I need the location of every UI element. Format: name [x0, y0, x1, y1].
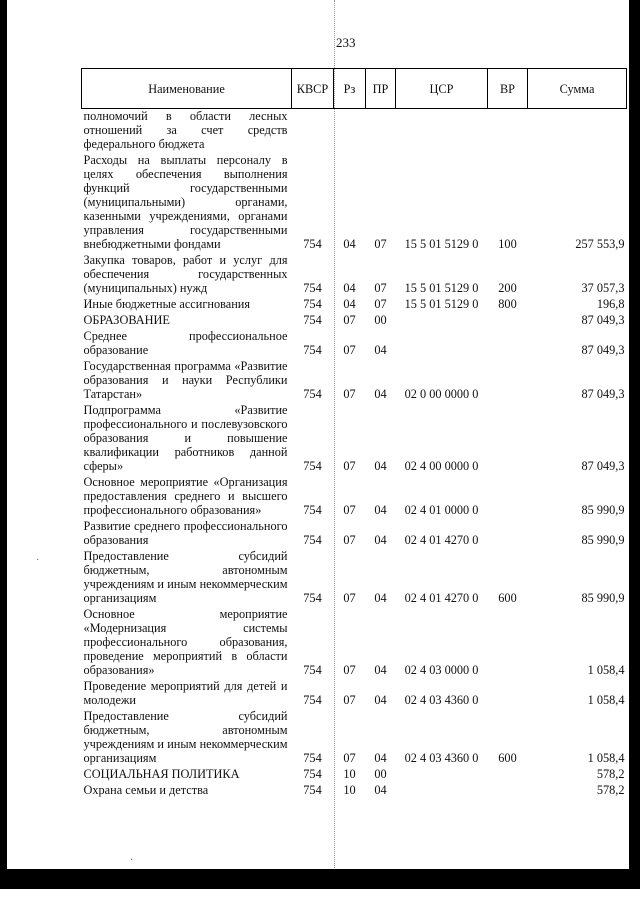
- cell-rz: 04: [343, 237, 356, 251]
- cell-csr: 02 4 03 4360 0: [404, 751, 479, 765]
- cell-pr: 00: [374, 767, 387, 781]
- cell-name: СОЦИАЛЬНАЯ ПОЛИТИКА: [83, 767, 240, 781]
- cell-csr: 15 5 01 5129 0: [404, 237, 479, 251]
- cell-name: Предоставление субсидий бюджетным, автономным учреждениям и иным некоммерческим организациям: [83, 549, 288, 605]
- cell-kvsr: 754: [303, 281, 322, 295]
- page-number: 233: [336, 35, 356, 50]
- cell-name: Государственная программа «Развитие образования и науки Республики Татарстан»: [83, 359, 288, 401]
- table-row: [82, 327, 627, 357]
- cell-name: Основное мероприятие «Модернизация системы профессионального образования, проведение мероприятий в области образования»: [83, 607, 288, 677]
- cell-rz: 07: [343, 591, 356, 605]
- cell-name: Иные бюджетные ассигнования: [83, 297, 251, 311]
- cell-rz: [334, 109, 366, 152]
- scan-speck: ·: [130, 855, 134, 866]
- table-row: [82, 473, 627, 517]
- table-row: [82, 781, 627, 797]
- cell-csr: 02 4 01 4270 0: [404, 533, 479, 547]
- cell-sum: 1 058,4: [587, 663, 625, 677]
- header-csr: ЦСР: [396, 69, 488, 109]
- cell-kvsr: 754: [303, 693, 322, 707]
- cell-sum: 85 990,9: [581, 591, 625, 605]
- cell-kvsr: 754: [303, 387, 322, 401]
- cell-rz: 10: [343, 783, 356, 797]
- cell-kvsr: 754: [303, 783, 322, 797]
- cell-pr: 04: [374, 693, 387, 707]
- cell-name: Предоставление субсидий бюджетным, автономным учреждениям и иным некоммерческим организациям: [83, 709, 288, 765]
- table-row: [82, 109, 627, 152]
- cell-sum: 257 553,9: [575, 237, 625, 251]
- table-row: [82, 517, 627, 547]
- table-row: [82, 401, 627, 473]
- cell-sum: [528, 109, 627, 152]
- cell-pr: 07: [374, 281, 387, 295]
- table-row: [82, 605, 627, 677]
- table-row: [82, 251, 627, 295]
- cell-pr: 04: [374, 503, 387, 517]
- table-row: [82, 765, 627, 781]
- cell-pr: 04: [374, 387, 387, 401]
- cell-kvsr: [292, 109, 334, 152]
- cell-csr: [396, 781, 488, 797]
- cell-vr: 600: [498, 751, 517, 765]
- cell-rz: 07: [343, 663, 356, 677]
- cell-csr: 02 4 01 4270 0: [404, 591, 479, 605]
- cell-name: Охрана семьи и детства: [83, 783, 209, 797]
- cell-name: Среднее профессиональное образование: [83, 329, 288, 357]
- cell-sum: 1 058,4: [587, 751, 625, 765]
- cell-vr: [488, 311, 528, 327]
- cell-csr: [396, 327, 488, 357]
- cell-vr: 200: [498, 281, 517, 295]
- cell-vr: [488, 473, 528, 517]
- cell-pr: 07: [374, 237, 387, 251]
- table-row: [82, 677, 627, 707]
- table-row: [82, 357, 627, 401]
- table-row: [82, 295, 627, 311]
- scan-edge-right: [629, 0, 640, 905]
- cell-pr: 00: [374, 313, 387, 327]
- cell-name: Основное мероприятие «Организация предоставления среднего и высшего профессионального образования»: [83, 475, 288, 517]
- cell-vr: [488, 765, 528, 781]
- table-row: [82, 547, 627, 605]
- header-vr: ВР: [488, 69, 528, 109]
- cell-rz: 07: [343, 503, 356, 517]
- cell-sum: 196,8: [596, 297, 625, 311]
- cell-name: Проведение мероприятий для детей и молодежи: [83, 679, 288, 707]
- scan-edge-left: [0, 0, 7, 905]
- cell-name: полномочий в области лесных отношений за счет средств федерального бюджета: [83, 109, 288, 151]
- cell-vr: [488, 401, 528, 473]
- cell-csr: [396, 765, 488, 781]
- cell-rz: 07: [343, 533, 356, 547]
- cell-kvsr: 754: [303, 313, 322, 327]
- cell-kvsr: 754: [303, 503, 322, 517]
- cell-sum: 1 058,4: [587, 693, 625, 707]
- cell-rz: 10: [343, 767, 356, 781]
- header-kvsr: КВСР: [292, 69, 334, 109]
- cell-csr: 15 5 01 5129 0: [404, 281, 479, 295]
- cell-sum: 85 990,9: [581, 533, 625, 547]
- header-sum: Сумма: [528, 69, 627, 109]
- cell-sum: 87 049,3: [581, 387, 625, 401]
- cell-rz: 07: [343, 459, 356, 473]
- table-row: [82, 151, 627, 251]
- cell-pr: [366, 109, 396, 152]
- cell-pr: 04: [374, 343, 387, 357]
- cell-kvsr: 754: [303, 459, 322, 473]
- cell-vr: [488, 677, 528, 707]
- cell-pr: 04: [374, 751, 387, 765]
- cell-sum: 87 049,3: [581, 459, 625, 473]
- cell-name: Подпрограмма «Развитие профессионального и послевузовского образования и повышение квалификации работников данной сферы»: [83, 403, 288, 473]
- cell-pr: 07: [374, 297, 387, 311]
- cell-csr: 02 0 00 0000 0: [404, 387, 479, 401]
- cell-kvsr: 754: [303, 591, 322, 605]
- cell-vr: [488, 781, 528, 797]
- cell-vr: [488, 327, 528, 357]
- cell-kvsr: 754: [303, 751, 322, 765]
- cell-name: ОБРАЗОВАНИЕ: [83, 313, 170, 327]
- cell-rz: 07: [343, 343, 356, 357]
- cell-vr: [488, 517, 528, 547]
- cell-csr: 02 4 03 4360 0: [404, 693, 479, 707]
- cell-rz: 07: [343, 751, 356, 765]
- cell-csr: [396, 311, 488, 327]
- cell-pr: 04: [374, 591, 387, 605]
- cell-kvsr: 754: [303, 767, 322, 781]
- cell-pr: 04: [374, 663, 387, 677]
- cell-name: Расходы на выплаты персоналу в целях обеспечения выполнения функций государственными (муниципальными) органами, казенными учреждениями, органами управления государственными внебюджетными фондами: [83, 153, 288, 251]
- table-row: [82, 707, 627, 765]
- cell-vr: [488, 357, 528, 401]
- cell-sum: 37 057,3: [581, 281, 625, 295]
- cell-sum: 578,2: [596, 767, 625, 781]
- header-rz: Рз: [334, 69, 366, 109]
- cell-sum: 85 990,9: [581, 503, 625, 517]
- cell-kvsr: 754: [303, 533, 322, 547]
- cell-pr: 04: [374, 533, 387, 547]
- cell-sum: 87 049,3: [581, 343, 625, 357]
- cell-kvsr: 754: [303, 297, 322, 311]
- cell-csr: 15 5 01 5129 0: [404, 297, 479, 311]
- cell-kvsr: 754: [303, 237, 322, 251]
- cell-csr: 02 4 00 0000 0: [404, 459, 479, 473]
- cell-rz: 04: [343, 281, 356, 295]
- table-body: [82, 109, 627, 798]
- cell-csr: 02 4 01 0000 0: [404, 503, 479, 517]
- header-name: Наименование: [82, 69, 292, 109]
- cell-rz: 07: [343, 693, 356, 707]
- cell-kvsr: 754: [303, 343, 322, 357]
- table-row: [82, 311, 627, 327]
- budget-table: [81, 68, 627, 797]
- header-pr: ПР: [366, 69, 396, 109]
- cell-vr: 800: [498, 297, 517, 311]
- cell-sum: 578,2: [596, 783, 625, 797]
- cell-vr: [488, 109, 528, 152]
- scan-speck: ·: [36, 555, 40, 566]
- cell-csr: [396, 109, 488, 152]
- cell-pr: 04: [374, 783, 387, 797]
- scan-margin-bottom: [0, 889, 640, 905]
- cell-vr: 100: [498, 237, 517, 251]
- cell-pr: 04: [374, 459, 387, 473]
- cell-kvsr: 754: [303, 663, 322, 677]
- cell-rz: 04: [343, 297, 356, 311]
- cell-name: Закупка товаров, работ и услуг для обеспечения государственных (муниципальных) нужд: [83, 253, 288, 295]
- cell-vr: [488, 605, 528, 677]
- cell-rz: 07: [343, 313, 356, 327]
- cell-sum: 87 049,3: [581, 313, 625, 327]
- cell-name: Развитие среднего профессионального образования: [83, 519, 288, 547]
- scan-edge-bottom: [0, 869, 640, 889]
- cell-csr: 02 4 03 0000 0: [404, 663, 479, 677]
- cell-vr: 600: [498, 591, 517, 605]
- table-header: [82, 69, 627, 109]
- cell-rz: 07: [343, 387, 356, 401]
